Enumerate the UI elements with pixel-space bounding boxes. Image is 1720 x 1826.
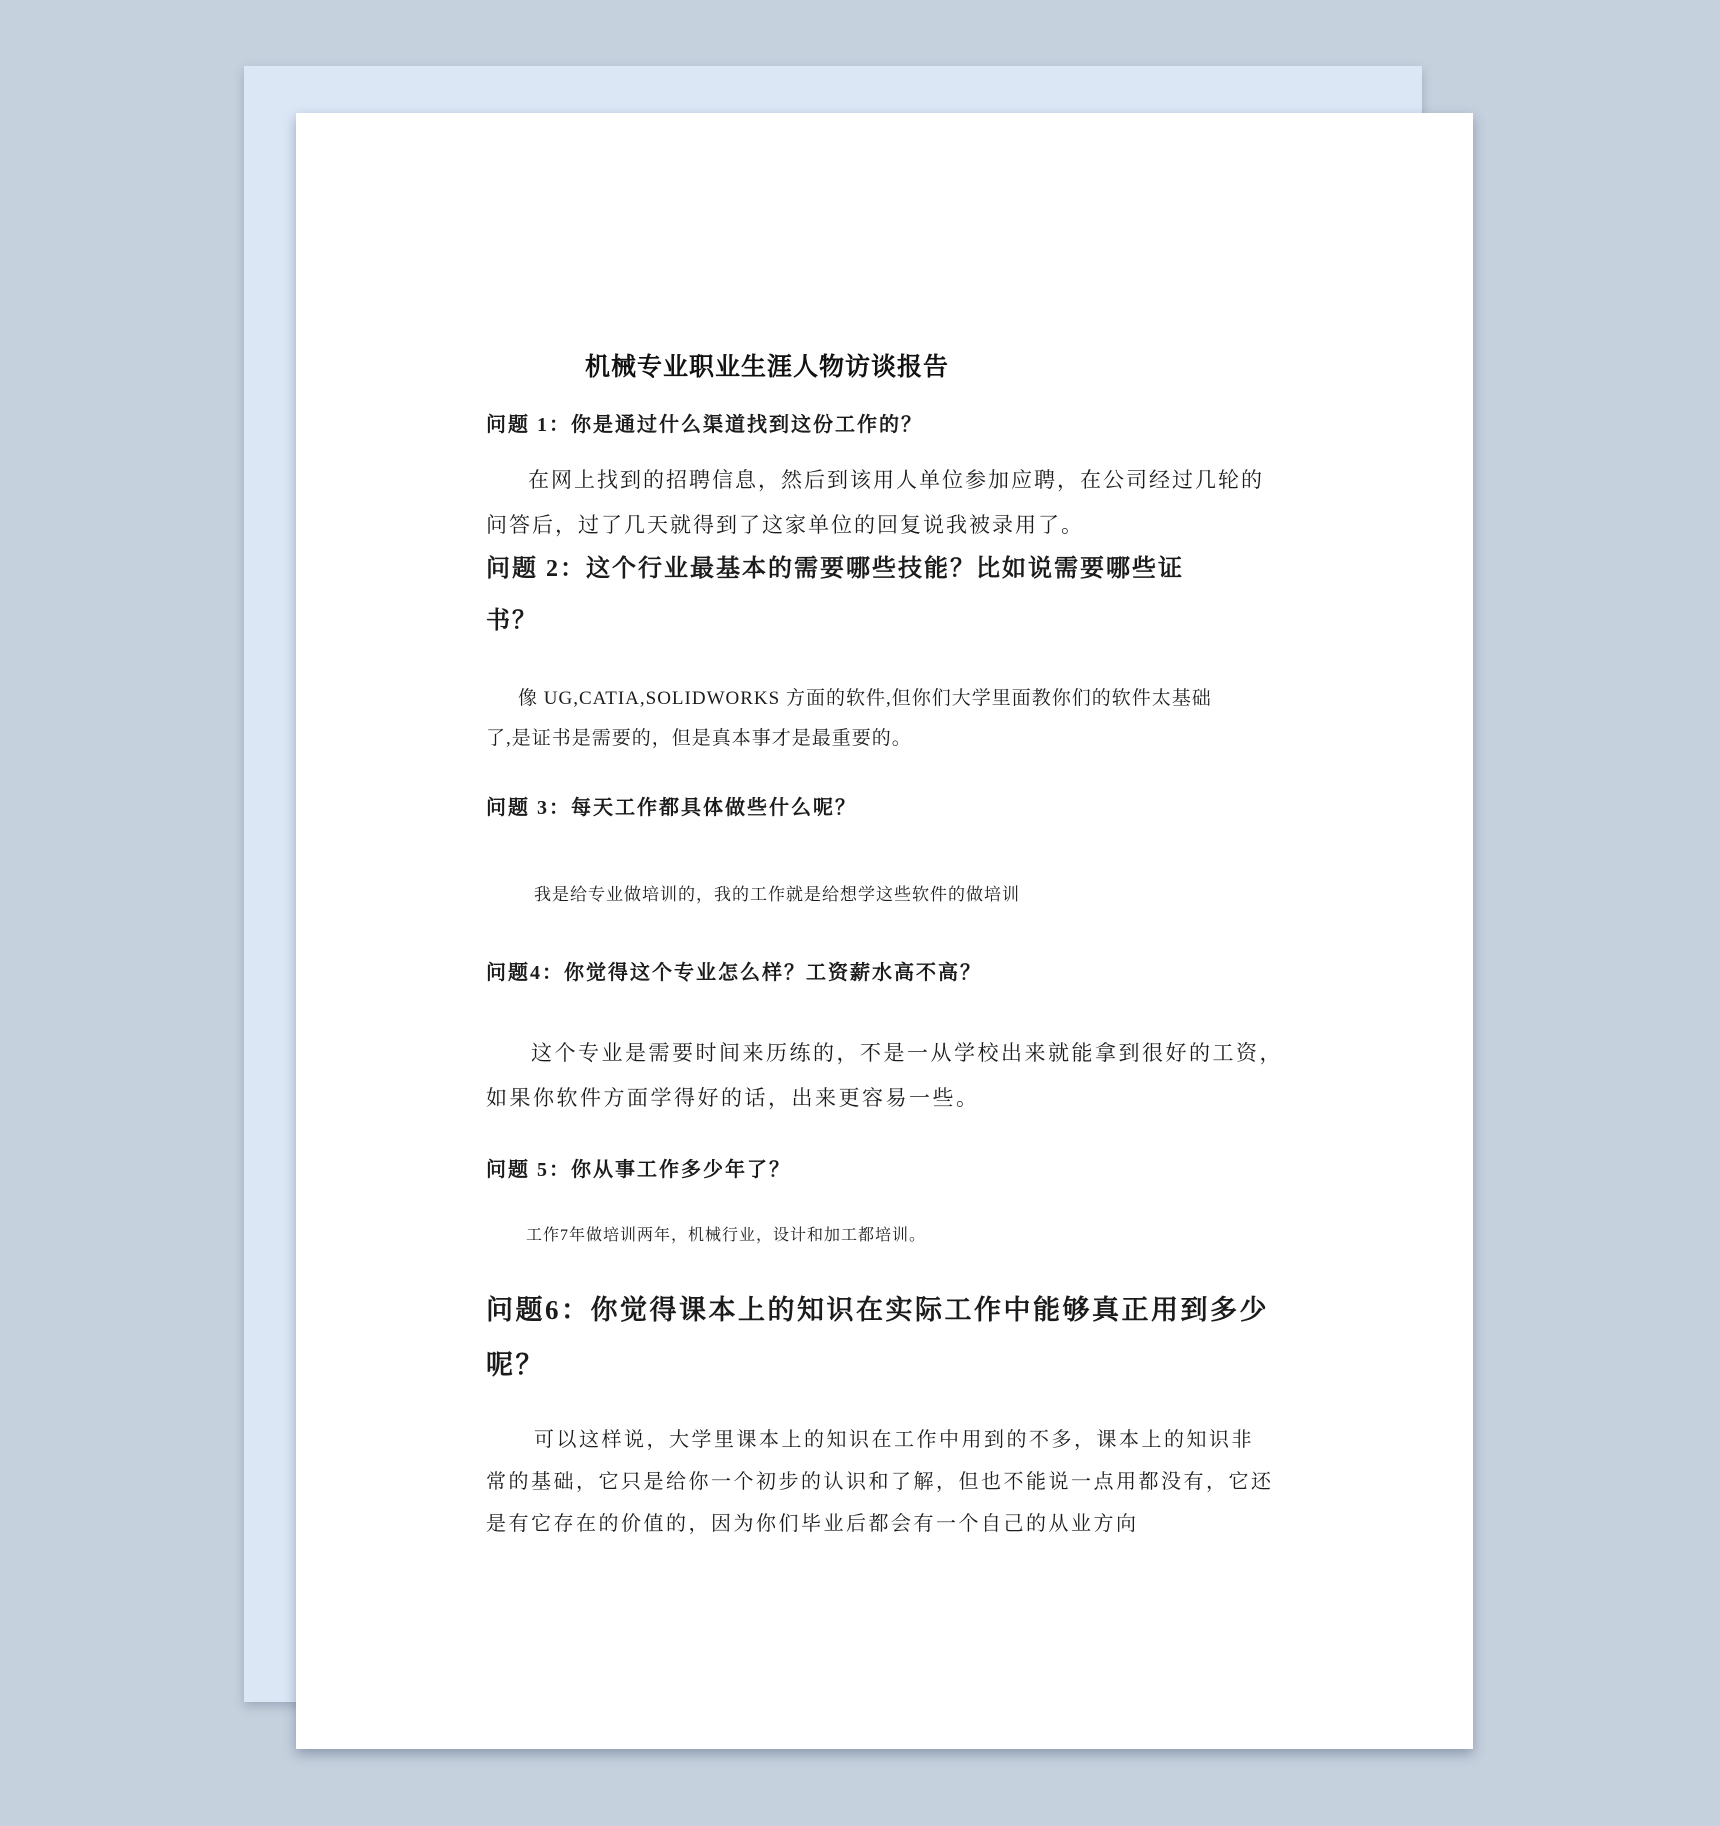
question-6-line: 呢？ — [486, 1350, 545, 1380]
question-4-line: 问题4：你觉得这个专业怎么样？工资薪水高不高？ — [486, 962, 982, 984]
answer-6-line: 是有它存在的价值的，因为你们毕业后都会有一个自己的从业方向 — [486, 1513, 1139, 1535]
document-title: 机械专业职业生涯人物访谈报告 — [584, 354, 949, 381]
question-5-heading — [486, 1144, 1266, 1196]
document-content — [296, 113, 1473, 1545]
answer-1-line: 在网上找到的招聘信息，然后到该用人单位参加应聘，在公司经过几轮的 — [528, 468, 1264, 492]
answer-2-line: 像 UG,CATIA,SOLIDWORKS 方面的软件,但你们大学里面教你们的软件太基础 — [518, 688, 1212, 709]
question-1-line: 问题 1：你是通过什么渠道找到这份工作的？ — [486, 414, 923, 436]
question-3-line: 问题 3：每天工作都具体做些什么呢？ — [486, 797, 857, 819]
answer-4-line: 如果你软件方面学得好的话，出来更容易一些。 — [486, 1086, 980, 1110]
answer-2-line: 了,是证书是需要的，但是真本事才是最重要的。 — [486, 728, 912, 749]
answer-1-line: 问答后，过了几天就得到了这家单位的回复说我被录用了。 — [486, 513, 1084, 537]
question-2-line: 书？ — [486, 608, 538, 634]
answer-6-line: 常的基础，它只是给你一个初步的认识和了解，但也不能说一点用都没有，它还 — [486, 1471, 1274, 1493]
answer-3-line: 我是给专业做培训的，我的工作就是给想学这些软件的做培训 — [534, 885, 1020, 904]
answer-4-line: 这个专业是需要时间来历练的，不是一从学校出来就能拿到很好的工资， — [531, 1041, 1283, 1065]
question-2-line: 问题 2：这个行业最基本的需要哪些技能？比如说需要哪些证 — [486, 556, 1184, 582]
question-6-heading — [486, 1283, 1269, 1393]
question-6-line: 问题6：你觉得课本上的知识在实际工作中能够真正用到多少 — [486, 1295, 1269, 1325]
question-2-heading — [486, 543, 1266, 647]
answer-5-line: 工作7年做培训两年，机械行业，设计和加工都培训。 — [526, 1227, 927, 1244]
document-page — [296, 113, 1473, 1749]
answer-3-paragraph — [486, 875, 1266, 915]
answer-2-paragraph — [486, 679, 1266, 759]
question-5-line: 问题 5：你从事工作多少年了？ — [486, 1159, 791, 1181]
answer-1-paragraph — [486, 458, 1266, 548]
answer-6-line: 可以这样说，大学里课本上的知识在工作中用到的不多，课本上的知识非 — [534, 1429, 1254, 1451]
answer-5-paragraph — [486, 1216, 1266, 1256]
answer-4-paragraph — [486, 1031, 1283, 1121]
question-1-heading — [486, 399, 1266, 451]
question-3-heading — [486, 782, 1266, 834]
question-4-heading — [486, 947, 1266, 999]
answer-6-paragraph — [486, 1419, 1274, 1545]
